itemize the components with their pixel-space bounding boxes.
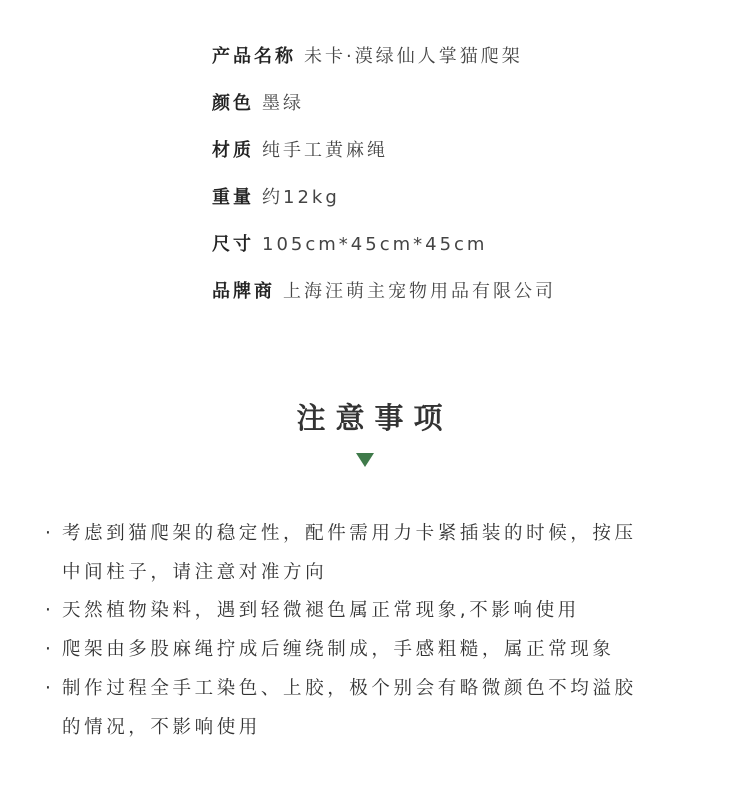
spec-row-brand xyxy=(212,280,556,304)
spec-row-material xyxy=(212,139,388,163)
spec-row-size xyxy=(212,233,487,257)
notice-item xyxy=(45,677,637,701)
spec-label: 重量 xyxy=(212,187,254,208)
spec-value: 纯手工黄麻绳 xyxy=(262,140,388,161)
notice-title: 注意事项 xyxy=(296,401,453,435)
bullet: · xyxy=(45,600,51,621)
spec-value: 未卡·漠绿仙人掌猫爬架 xyxy=(304,46,523,67)
bullet: · xyxy=(45,678,51,699)
spec-label: 品牌商 xyxy=(212,281,275,302)
notice-text: 中间柱子，请注意对准方向 xyxy=(62,562,328,583)
notice-item-continued xyxy=(62,561,327,585)
spec-row-name xyxy=(212,45,523,69)
spec-value: 105cm*45cm*45cm xyxy=(262,234,488,255)
notice-item-continued xyxy=(62,716,261,740)
spec-row-weight xyxy=(212,186,340,210)
spec-label: 产品名称 xyxy=(212,46,296,67)
notice-text: 制作过程全手工染色、上胶，极个别会有略微颜色不均溢胶 xyxy=(62,678,637,699)
notice-text: 天然植物染料，遇到轻微褪色属正常现象,不影响使用 xyxy=(62,600,580,621)
spec-value: 墨绿 xyxy=(262,93,304,114)
notice-item xyxy=(45,522,637,546)
spec-label: 颜色 xyxy=(212,93,254,114)
spec-row-color xyxy=(212,92,304,116)
triangle-down-icon xyxy=(356,453,374,467)
spec-value: 上海汪萌主宠物用品有限公司 xyxy=(283,281,556,302)
spec-label: 尺寸 xyxy=(212,234,254,255)
spec-label: 材质 xyxy=(212,140,254,161)
bullet: · xyxy=(45,639,51,660)
notice-item xyxy=(45,638,615,662)
notice-text: 考虑到猫爬架的稳定性，配件需用力卡紧插装的时候，按压 xyxy=(62,523,637,544)
notice-text: 的情况，不影响使用 xyxy=(62,717,261,738)
spec-value: 约12kg xyxy=(262,187,340,208)
bullet: · xyxy=(45,523,51,544)
notice-item xyxy=(45,599,580,623)
notice-text: 爬架由多股麻绳拧成后缠绕制成，手感粗糙，属正常现象 xyxy=(62,639,615,660)
